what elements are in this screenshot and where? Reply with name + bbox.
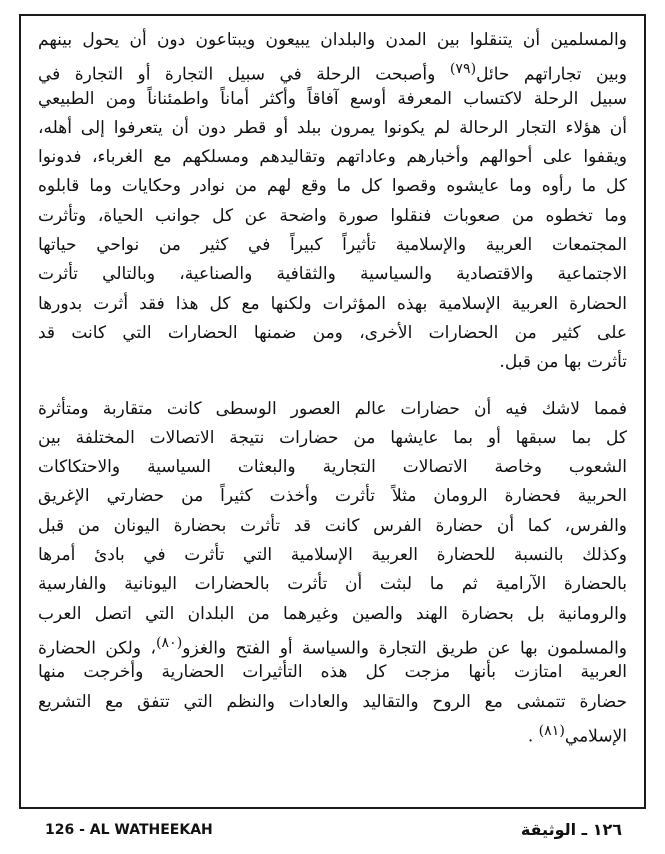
text-line: المجتمعات العربية والإسلامية تأثيراً كبيراً في كثير من نواحي حياتها — [38, 235, 627, 256]
text-line: وما تخطوه من صعوبات فنقلوا صورة واضحة عن كل جوانب الحياة، وتأثرت — [38, 205, 627, 226]
text-line: الاجتماعية والاقتصادية والسياسية والثقافية والصناعية، وبالتالي تأثرت — [38, 264, 627, 285]
text-line: وكذلك بالنسبة للحضارة العربية الإسلامية التي تأثرت في بادئ أمرها — [38, 545, 627, 566]
footer-page-label-arabic: ١٢٦ ـ الوثيقة — [520, 820, 622, 839]
text-line: كل ما رأوه وما عايشوه وقصوا كل ما وقع لهم من نوادر وحكايات وما قابلوه — [38, 176, 627, 197]
text-line: سبيل الرحلة لاكتساب المعرفة أوسع آفاقاً وأكثر أماناً واطمئناناً ومن الطبيعي — [38, 88, 627, 109]
text-line: الحربية فحضارة الرومان مثلاً تأثرت وأخذت كثيراً من حضارتي الإغريق — [38, 486, 627, 507]
text-line: حضارة تتمشى مع الروح والتقاليد والعادات والنظم التي تتفق مع التشريع — [38, 691, 627, 712]
text-line: ويقفوا على أحوالهم وأخبارهم وعاداتهم وتقاليدهم ومسلكهم مع الغرباء، فدونوا — [38, 147, 627, 168]
page-frame — [19, 14, 646, 809]
text-line: الإسلامي$^{(٨١)}$ . — [527, 722, 627, 747]
text-line: والفرس، كما أن حضارة الفرس كانت قد تأثرت بحضارة اليونان من قبل — [38, 515, 627, 536]
page-footer — [19, 817, 646, 845]
text-line: الحضارة العربية الإسلامية بهذه المؤثرات ولكنها مع كل هذا فقد أثرت بدورها — [38, 293, 627, 314]
footer-page-label-latin: 126 - AL WATHEEKAH — [45, 822, 213, 838]
text-line: والرومانية بل بحضارة الهند والصين وغيرهما من البلدان التي اتصل العرب — [38, 603, 627, 624]
text-line: على كثير من الحضارات الأخرى، ومن ضمنها الحضارات التي كانت قد — [38, 322, 627, 343]
paragraph — [38, 395, 627, 747]
text-line: وبين تجاراتهم حائل$^{(٧٩)}$ وأصبحت الرحلة في سبيل التجارة أو التجارة في — [38, 61, 627, 85]
body-text — [38, 26, 627, 746]
text-line: فمما لاشك فيه أن حضارات عالم العصور الوسطى كانت متقاربة ومتأثرة — [38, 398, 627, 419]
text-line: بالحضارة الآرامية ثم ما لبثت أن تأثرت بالحضارات اليونانية والفارسية — [38, 574, 627, 595]
text-line: العربية امتازت بأنها مزجت كل هذه التأثيرات الحضارية وأخرجت منها — [38, 662, 627, 683]
text-line: كل بما سبقها أو بما عايشها من حضارات نتيجة الاتصالات المختلفة بين — [38, 427, 627, 448]
text-line: والمسلمين أن يتنقلوا بين المدن والبلدان يبيعون ويبتاعون دون أن يحول بينهم — [38, 30, 627, 50]
paragraph-gap — [38, 378, 627, 395]
paragraph — [38, 26, 627, 378]
text-line: والمسلمون بها عن طريق التجارة والسياسة أو الفتح والغزو$^{(٨٠)}$، ولكن الحضارة — [38, 634, 627, 659]
text-line: تأثرت بها من قبل. — [499, 352, 627, 373]
text-line: أن هؤلاء التجار الرحالة لم يكونوا يمرون ببلد أو قطر دون أن يتعرفوا إلى أهله، — [38, 117, 627, 138]
text-line: الشعوب وخاصة الاتصالات التجارية والبعثات السياسية والاحتكاكات — [38, 457, 627, 478]
